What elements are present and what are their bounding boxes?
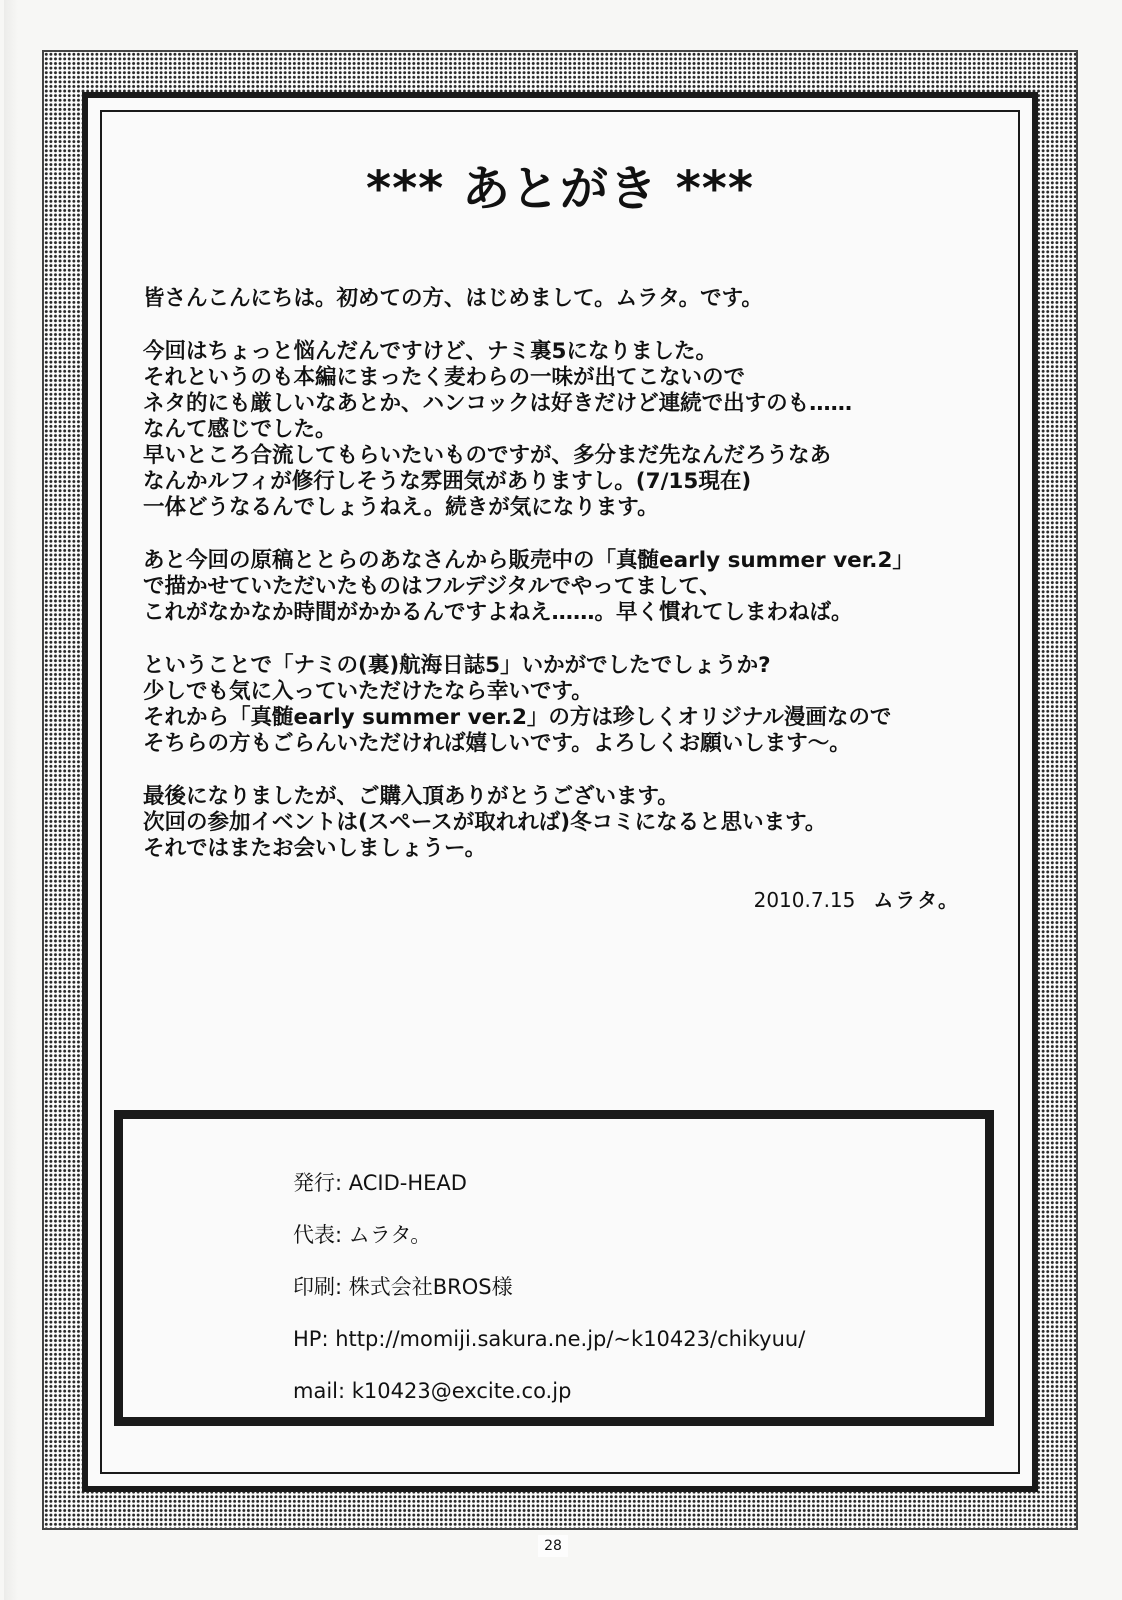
text-line: 最後になりましたが、ご購入頂ありがとうございます。 [143,784,679,809]
text-line: なんて感じでした。 [143,417,337,442]
text-line: で描かせていただいたものはフルデジタルでやってまして、 [143,574,721,599]
paragraph-closing [143,653,1003,757]
paragraph-greeting [143,286,1003,312]
text-line: 早いところ合流してもらいたいものですが、多分まだ先なんだろうなあ [143,443,832,468]
colophon-printer: 印刷: 株式会社BROS様 [293,1275,513,1299]
page-edge [4,0,18,1600]
paragraph-thanks [143,784,1003,862]
colophon-box [114,1110,994,1426]
text-line: 一体どうなるんでしょうねえ。続きが気になります。 [143,495,659,520]
text-line: 今回はちょっと悩んだんですけど、ナミ裏5になりました。 [143,339,717,364]
page-number: 28 [538,1535,568,1557]
text-line: 次回の参加イベントは(スペースが取れれば)冬コミになると思います。 [143,810,827,835]
signature [754,884,960,913]
text-line: これがなかなか時間がかかるんですよねえ……。早く慣れてしまわねば。 [143,600,853,625]
afterword-body [143,286,1003,889]
page-title: *** あとがき *** [365,161,755,217]
text-line: ということで「ナミの(裏)航海日誌5」いかがでしたでしょうか? [143,653,771,678]
text-line: ネタ的にも厳しいなあとか、ハンコックは好きだけど連続で出すのも…… [143,391,853,416]
afterword-panel [82,92,1038,1492]
text-line: 少しでも気に入っていただけたなら幸いです。 [143,679,593,704]
colophon-representative: 代表: ムラタ。 [293,1223,432,1247]
colophon-homepage: HP: http://momiji.sakura.ne.jp/~k10423/chikyuu/ [293,1327,806,1351]
signature-date: 2010.7.15 [753,888,856,912]
text-line: それというのも本編にまったく麦わらの一味が出てこないので [143,365,746,390]
paragraph-digital [143,548,1003,626]
text-line: そちらの方もごらんいただければ嬉しいです。よろしくお願いします～。 [143,731,851,756]
text-line: 皆さんこんにちは。初めての方、はじめまして。ムラタ。です。 [143,286,763,311]
colophon-list [293,1169,805,1429]
signature-name: ムラタ。 [873,888,960,912]
text-line: それではまたお会いしましょうー。 [143,836,487,861]
text-line: それから「真髄early summer ver.2」の方は珍しくオリジナル漫画なので [143,705,892,730]
text-line: なんかルフィが修行しそうな雰囲気がありますし。(7/15現在) [143,469,752,494]
paragraph-about-issue [143,339,1003,521]
text-line: あと今回の原稿ととらのあなさんから販売中の「真髄early summer ver.2」 [143,548,914,573]
colophon-publisher: 発行: ACID-HEAD [293,1171,467,1195]
colophon-mail: mail: k10423@excite.co.jp [293,1379,572,1403]
